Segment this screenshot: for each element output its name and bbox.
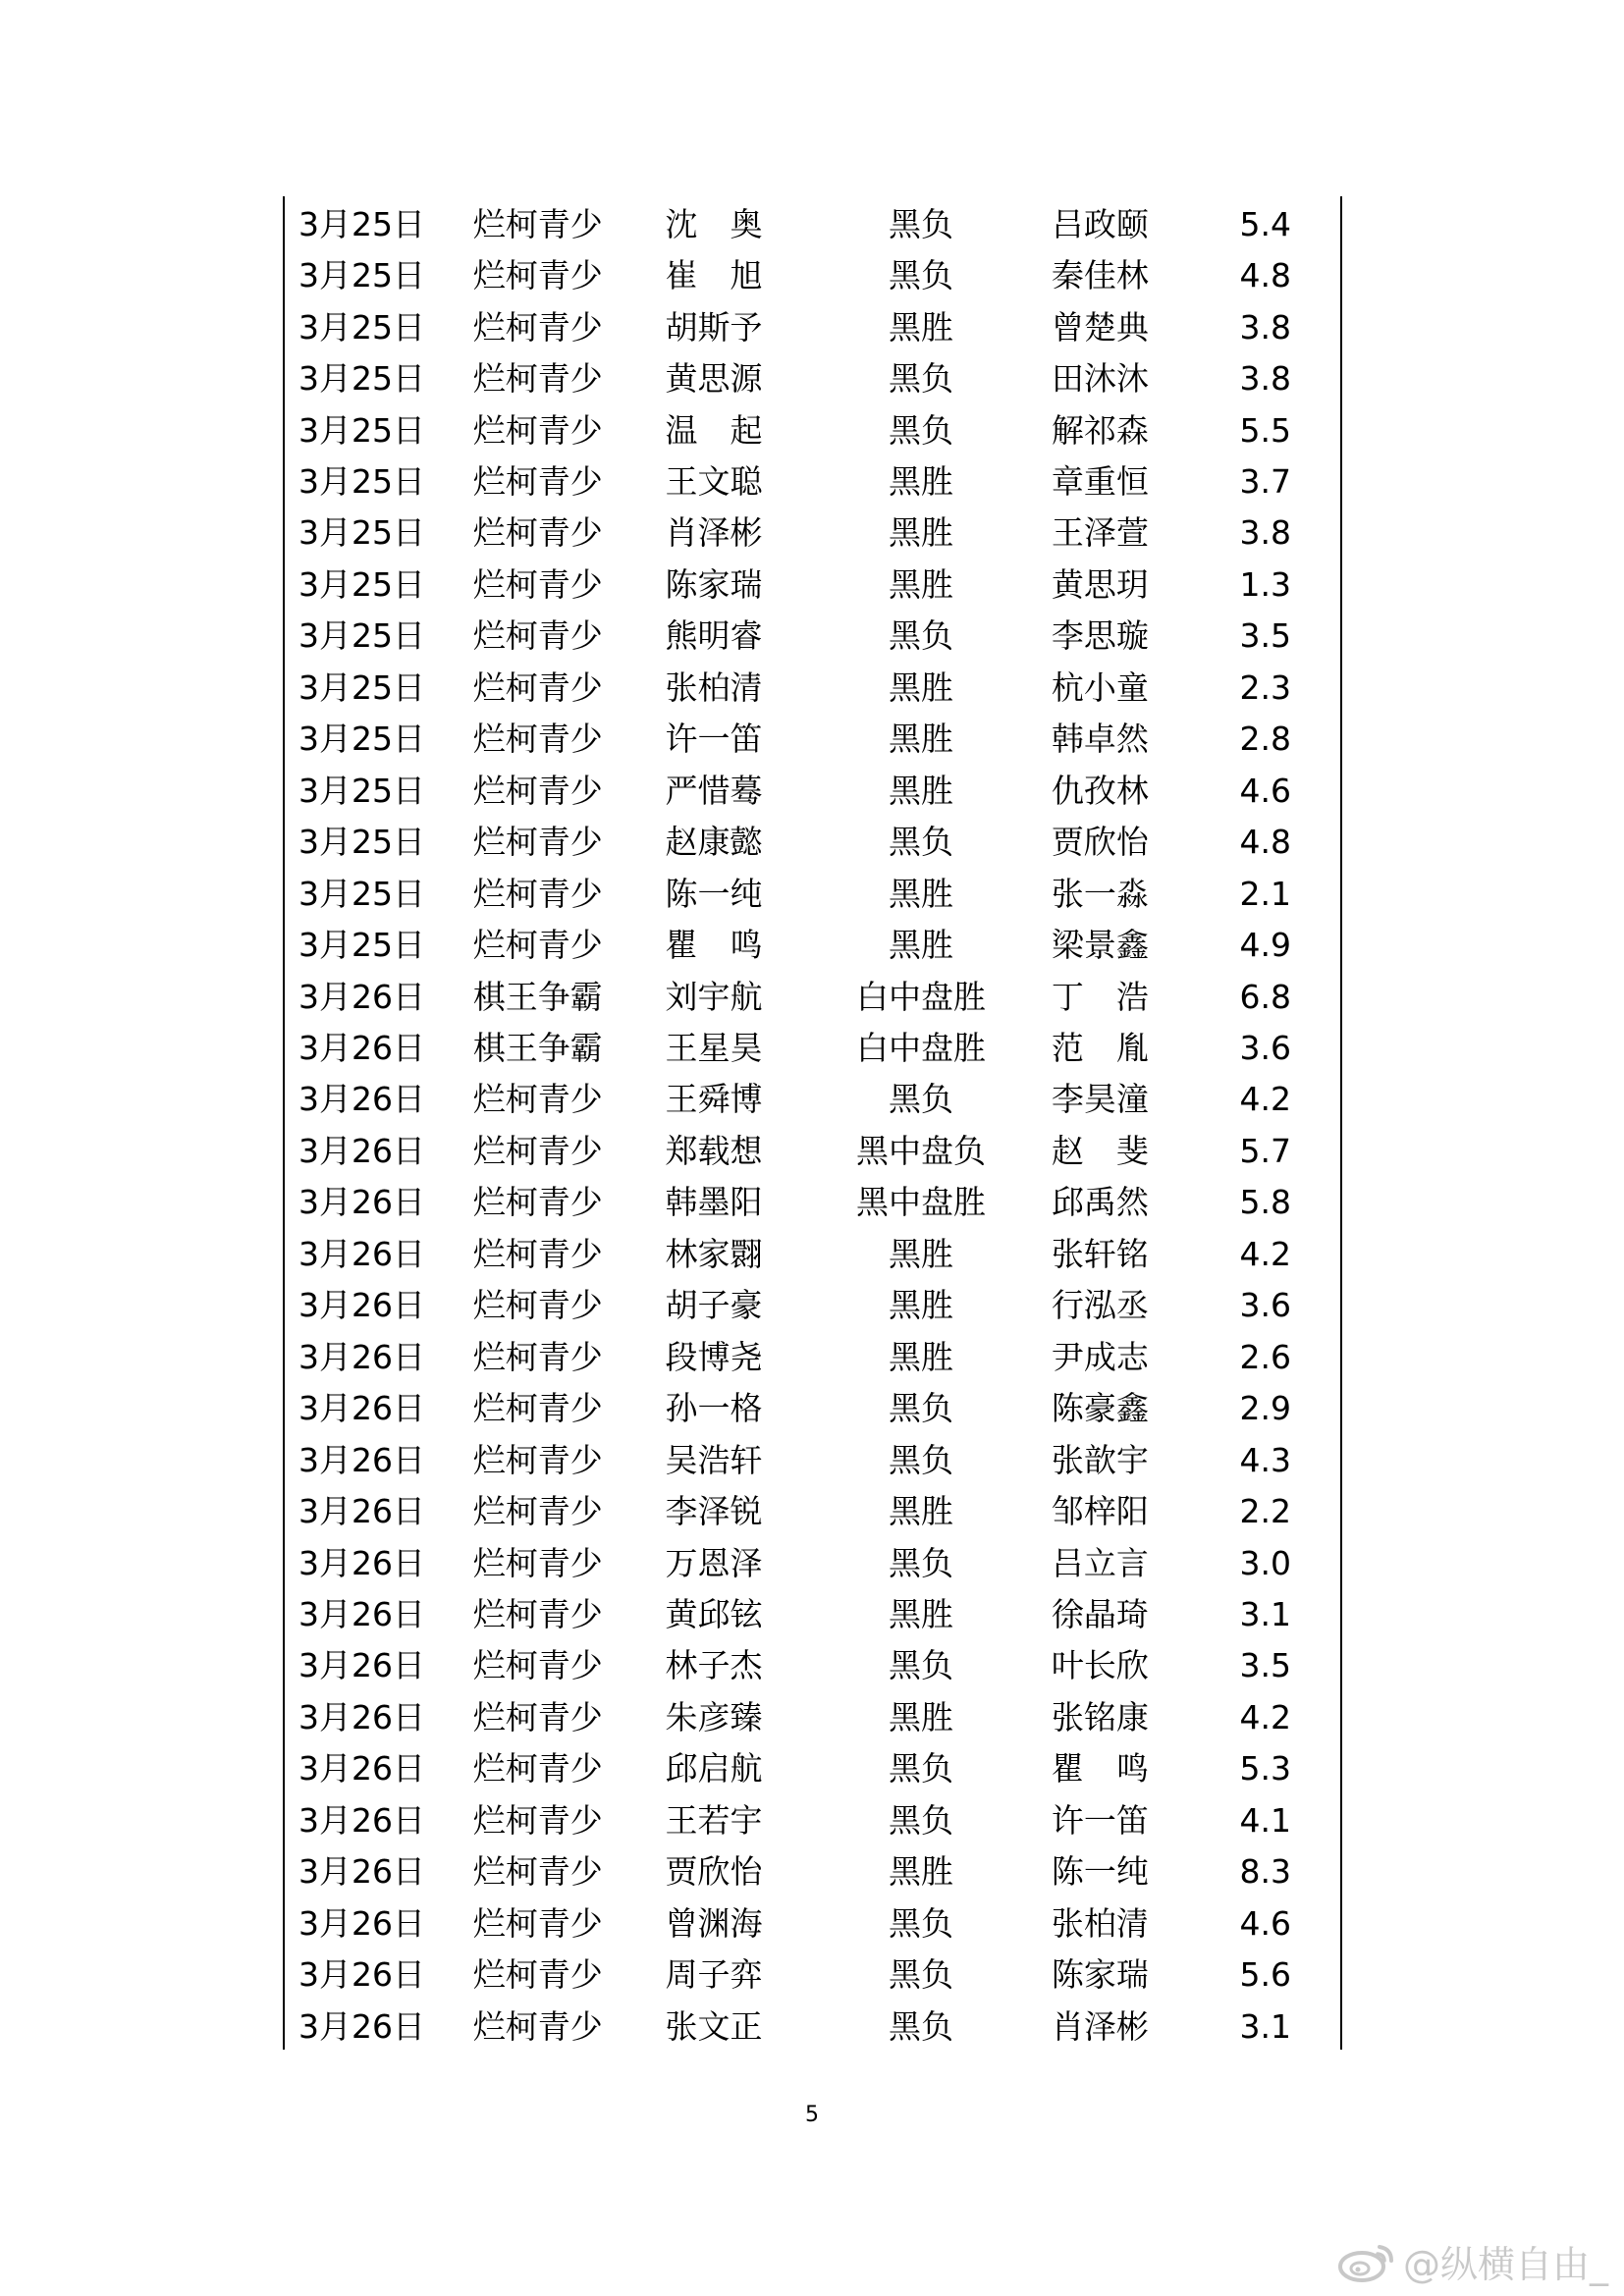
cell-white-player: 徐晶琦 bbox=[1051, 1594, 1149, 1633]
cell-event: 烂柯青少 bbox=[472, 2006, 603, 2046]
table-row bbox=[285, 1640, 1340, 1691]
weibo-icon bbox=[1336, 2239, 1397, 2284]
watermark-text: @纵横自由_ bbox=[1402, 2243, 1608, 2286]
cell-black-player: 朱彦臻 bbox=[665, 1697, 763, 1736]
cell-black-player: 赵康懿 bbox=[665, 823, 763, 862]
cell-date: 3月25日 bbox=[298, 359, 425, 399]
cell-black-player: 郑载想 bbox=[665, 1131, 763, 1170]
cell-result: 黑负 bbox=[889, 1955, 954, 1995]
cell-duration: 8.3 bbox=[1239, 1852, 1291, 1892]
cell-date: 3月25日 bbox=[298, 720, 425, 759]
cell-result: 黑负 bbox=[889, 1903, 954, 1943]
table-row bbox=[285, 765, 1340, 816]
cell-event: 烂柯青少 bbox=[472, 1234, 603, 1273]
cell-date: 3月26日 bbox=[298, 1955, 425, 1995]
cell-duration: 2.8 bbox=[1239, 720, 1291, 759]
cell-black-player: 曾渊海 bbox=[665, 1903, 763, 1943]
cell-black-player: 王文聪 bbox=[665, 461, 763, 501]
cell-white-player: 解祁森 bbox=[1051, 410, 1149, 450]
table-row bbox=[285, 559, 1340, 610]
cell-result: 黑负 bbox=[889, 1080, 954, 1119]
cell-event: 烂柯青少 bbox=[472, 823, 603, 862]
cell-black-player: 黄思源 bbox=[665, 359, 763, 399]
cell-date: 3月25日 bbox=[298, 874, 425, 913]
cell-event: 烂柯青少 bbox=[472, 307, 603, 347]
watermark bbox=[1336, 2234, 1608, 2288]
table-row bbox=[285, 404, 1340, 455]
cell-result: 黑负 bbox=[889, 2006, 954, 2046]
cell-duration: 4.6 bbox=[1239, 1903, 1291, 1943]
cell-duration: 4.2 bbox=[1239, 1697, 1291, 1736]
cell-event: 烂柯青少 bbox=[472, 720, 603, 759]
cell-result: 黑胜 bbox=[889, 513, 954, 553]
cell-white-player: 韩卓然 bbox=[1051, 720, 1149, 759]
cell-event: 烂柯青少 bbox=[472, 1080, 603, 1119]
cell-black-player: 崔 旭 bbox=[665, 256, 763, 295]
table-row bbox=[285, 1588, 1340, 1639]
cell-white-player: 贾欣怡 bbox=[1051, 823, 1149, 862]
cell-black-player: 段博尧 bbox=[665, 1337, 763, 1376]
cell-result: 黑胜 bbox=[889, 1594, 954, 1633]
table-row bbox=[285, 1485, 1340, 1536]
cell-result: 黑胜 bbox=[889, 771, 954, 810]
page-number: 5 bbox=[805, 2103, 819, 2127]
cell-result: 黑胜 bbox=[889, 1286, 954, 1325]
cell-duration: 5.8 bbox=[1239, 1183, 1291, 1222]
table-row bbox=[285, 1537, 1340, 1588]
cell-black-player: 林子杰 bbox=[665, 1646, 763, 1685]
table-row bbox=[285, 1177, 1340, 1228]
cell-duration: 5.7 bbox=[1239, 1131, 1291, 1170]
cell-duration: 4.6 bbox=[1239, 771, 1291, 810]
table-row bbox=[285, 611, 1340, 662]
cell-duration: 3.8 bbox=[1239, 359, 1291, 399]
cell-result: 黑胜 bbox=[889, 1852, 954, 1892]
cell-white-player: 秦佳林 bbox=[1051, 256, 1149, 295]
cell-date: 3月26日 bbox=[298, 977, 425, 1016]
cell-duration: 2.1 bbox=[1239, 874, 1291, 913]
cell-white-player: 李思璇 bbox=[1051, 616, 1149, 656]
cell-date: 3月26日 bbox=[298, 2006, 425, 2046]
cell-result: 黑负 bbox=[889, 204, 954, 243]
cell-event: 烂柯青少 bbox=[472, 1594, 603, 1633]
cell-white-player: 梁景鑫 bbox=[1051, 926, 1149, 965]
table-row bbox=[285, 249, 1340, 300]
cell-black-player: 张文正 bbox=[665, 2006, 763, 2046]
table-row bbox=[285, 971, 1340, 1022]
cell-black-player: 刘宇航 bbox=[665, 977, 763, 1016]
cell-duration: 2.3 bbox=[1239, 667, 1291, 707]
cell-white-player: 田沐沐 bbox=[1051, 359, 1149, 399]
cell-duration: 5.4 bbox=[1239, 204, 1291, 243]
cell-white-player: 行泓丞 bbox=[1051, 1286, 1149, 1325]
cell-date: 3月26日 bbox=[298, 1594, 425, 1633]
cell-white-player: 吕政颐 bbox=[1051, 204, 1149, 243]
cell-black-player: 李泽锐 bbox=[665, 1492, 763, 1531]
cell-white-player: 叶长欣 bbox=[1051, 1646, 1149, 1685]
cell-event: 烂柯青少 bbox=[472, 1749, 603, 1789]
table-row bbox=[285, 507, 1340, 559]
table-row bbox=[285, 1125, 1340, 1176]
cell-duration: 6.8 bbox=[1239, 977, 1291, 1016]
cell-duration: 4.2 bbox=[1239, 1080, 1291, 1119]
table-row bbox=[285, 2001, 1340, 2052]
cell-black-player: 王星昊 bbox=[665, 1028, 763, 1067]
cell-result: 黑胜 bbox=[889, 1234, 954, 1273]
cell-result: 黑中盘负 bbox=[856, 1131, 987, 1170]
cell-event: 烂柯青少 bbox=[472, 564, 603, 604]
table-row bbox=[285, 919, 1340, 970]
cell-result: 黑负 bbox=[889, 1646, 954, 1685]
cell-duration: 4.2 bbox=[1239, 1234, 1291, 1273]
cell-black-player: 韩墨阳 bbox=[665, 1183, 763, 1222]
table-row bbox=[285, 714, 1340, 765]
cell-date: 3月25日 bbox=[298, 823, 425, 862]
cell-black-player: 王舜博 bbox=[665, 1080, 763, 1119]
cell-result: 黑胜 bbox=[889, 874, 954, 913]
cell-event: 烂柯青少 bbox=[472, 1646, 603, 1685]
cell-white-player: 王泽萱 bbox=[1051, 513, 1149, 553]
cell-event: 烂柯青少 bbox=[472, 256, 603, 295]
cell-black-player: 张柏清 bbox=[665, 667, 763, 707]
cell-duration: 3.6 bbox=[1239, 1028, 1291, 1067]
cell-result: 黑胜 bbox=[889, 1492, 954, 1531]
cell-white-player: 陈家瑞 bbox=[1051, 1955, 1149, 1995]
cell-event: 烂柯青少 bbox=[472, 1697, 603, 1736]
cell-white-player: 尹成志 bbox=[1051, 1337, 1149, 1376]
cell-date: 3月25日 bbox=[298, 513, 425, 553]
cell-black-player: 黄邱铉 bbox=[665, 1594, 763, 1633]
cell-result: 白中盘胜 bbox=[856, 977, 987, 1016]
table-row bbox=[285, 1743, 1340, 1794]
table-row bbox=[285, 1434, 1340, 1485]
cell-duration: 3.8 bbox=[1239, 513, 1291, 553]
cell-event: 烂柯青少 bbox=[472, 359, 603, 399]
table-row bbox=[285, 1228, 1340, 1279]
cell-duration: 2.2 bbox=[1239, 1492, 1291, 1531]
cell-white-player: 章重恒 bbox=[1051, 461, 1149, 501]
cell-result: 黑负 bbox=[889, 616, 954, 656]
cell-black-player: 严惜蓦 bbox=[665, 771, 763, 810]
cell-duration: 5.5 bbox=[1239, 410, 1291, 450]
cell-white-player: 曾楚典 bbox=[1051, 307, 1149, 347]
cell-result: 黑胜 bbox=[889, 564, 954, 604]
cell-result: 黑胜 bbox=[889, 461, 954, 501]
cell-duration: 3.5 bbox=[1239, 1646, 1291, 1685]
cell-date: 3月26日 bbox=[298, 1183, 425, 1222]
cell-event: 烂柯青少 bbox=[472, 1800, 603, 1840]
cell-result: 黑负 bbox=[889, 1543, 954, 1582]
cell-duration: 5.6 bbox=[1239, 1955, 1291, 1995]
cell-duration: 5.3 bbox=[1239, 1749, 1291, 1789]
cell-date: 3月26日 bbox=[298, 1852, 425, 1892]
cell-result: 白中盘胜 bbox=[856, 1028, 987, 1067]
cell-white-player: 陈一纯 bbox=[1051, 1852, 1149, 1892]
cell-black-player: 沈 奥 bbox=[665, 204, 763, 243]
cell-date: 3月25日 bbox=[298, 307, 425, 347]
cell-event: 烂柯青少 bbox=[472, 410, 603, 450]
cell-white-player: 瞿 鸣 bbox=[1051, 1749, 1149, 1789]
cell-event: 烂柯青少 bbox=[472, 1440, 603, 1479]
table-row bbox=[285, 198, 1340, 249]
table-row bbox=[285, 1022, 1340, 1073]
cell-result: 黑胜 bbox=[889, 1697, 954, 1736]
cell-date: 3月26日 bbox=[298, 1543, 425, 1582]
cell-result: 黑负 bbox=[889, 1440, 954, 1479]
table-row bbox=[285, 1280, 1340, 1331]
cell-duration: 4.3 bbox=[1239, 1440, 1291, 1479]
table-row bbox=[285, 352, 1340, 403]
cell-white-player: 黄思玥 bbox=[1051, 564, 1149, 604]
cell-white-player: 杭小童 bbox=[1051, 667, 1149, 707]
cell-event: 烂柯青少 bbox=[472, 926, 603, 965]
cell-date: 3月25日 bbox=[298, 204, 425, 243]
cell-black-player: 温 起 bbox=[665, 410, 763, 450]
cell-event: 烂柯青少 bbox=[472, 1286, 603, 1325]
cell-event: 烂柯青少 bbox=[472, 1492, 603, 1531]
cell-date: 3月26日 bbox=[298, 1234, 425, 1273]
cell-black-player: 陈家瑞 bbox=[665, 564, 763, 604]
cell-white-player: 仇孜林 bbox=[1051, 771, 1149, 810]
cell-duration: 3.8 bbox=[1239, 307, 1291, 347]
cell-white-player: 张一淼 bbox=[1051, 874, 1149, 913]
cell-date: 3月25日 bbox=[298, 616, 425, 656]
cell-black-player: 陈一纯 bbox=[665, 874, 763, 913]
cell-date: 3月26日 bbox=[298, 1028, 425, 1067]
cell-black-player: 肖泽彬 bbox=[665, 513, 763, 553]
table-row bbox=[285, 301, 1340, 352]
cell-event: 烂柯青少 bbox=[472, 513, 603, 553]
cell-result: 黑胜 bbox=[889, 667, 954, 707]
cell-black-player: 邱启航 bbox=[665, 1749, 763, 1789]
results-body bbox=[285, 198, 1340, 2052]
cell-result: 黑胜 bbox=[889, 926, 954, 965]
table-row bbox=[285, 1382, 1340, 1433]
table-row bbox=[285, 1074, 1340, 1125]
cell-result: 黑负 bbox=[889, 359, 954, 399]
cell-date: 3月26日 bbox=[298, 1440, 425, 1479]
cell-black-player: 万恩泽 bbox=[665, 1543, 763, 1582]
results-table bbox=[285, 198, 1340, 2052]
cell-white-player: 吕立言 bbox=[1051, 1543, 1149, 1582]
cell-white-player: 李昊潼 bbox=[1051, 1080, 1149, 1119]
cell-result: 黑中盘胜 bbox=[856, 1183, 987, 1222]
cell-event: 烂柯青少 bbox=[472, 204, 603, 243]
cell-event: 棋王争霸 bbox=[472, 977, 603, 1016]
cell-date: 3月26日 bbox=[298, 1389, 425, 1428]
cell-date: 3月26日 bbox=[298, 1131, 425, 1170]
cell-white-player: 肖泽彬 bbox=[1051, 2006, 1149, 2046]
cell-black-player: 瞿 鸣 bbox=[665, 926, 763, 965]
cell-white-player: 邱禹然 bbox=[1051, 1183, 1149, 1222]
table-row bbox=[285, 1897, 1340, 1949]
cell-event: 棋王争霸 bbox=[472, 1028, 603, 1067]
cell-black-player: 胡子豪 bbox=[665, 1286, 763, 1325]
cell-black-player: 许一笛 bbox=[665, 720, 763, 759]
cell-event: 烂柯青少 bbox=[472, 1389, 603, 1428]
cell-white-player: 邹梓阳 bbox=[1051, 1492, 1149, 1531]
cell-event: 烂柯青少 bbox=[472, 1852, 603, 1892]
cell-date: 3月26日 bbox=[298, 1646, 425, 1685]
cell-result: 黑胜 bbox=[889, 307, 954, 347]
table-row bbox=[285, 816, 1340, 867]
table-row bbox=[285, 1794, 1340, 1845]
table-row bbox=[285, 1691, 1340, 1742]
cell-result: 黑负 bbox=[889, 1800, 954, 1840]
cell-black-player: 熊明睿 bbox=[665, 616, 763, 656]
cell-black-player: 林家翾 bbox=[665, 1234, 763, 1273]
cell-event: 烂柯青少 bbox=[472, 461, 603, 501]
table-row bbox=[285, 662, 1340, 713]
cell-date: 3月25日 bbox=[298, 256, 425, 295]
cell-black-player: 吴浩轩 bbox=[665, 1440, 763, 1479]
cell-white-player: 陈豪鑫 bbox=[1051, 1389, 1149, 1428]
cell-date: 3月25日 bbox=[298, 667, 425, 707]
cell-date: 3月26日 bbox=[298, 1080, 425, 1119]
cell-black-player: 周子弈 bbox=[665, 1955, 763, 1995]
table-row bbox=[285, 455, 1340, 507]
cell-event: 烂柯青少 bbox=[472, 1337, 603, 1376]
cell-date: 3月26日 bbox=[298, 1800, 425, 1840]
cell-result: 黑胜 bbox=[889, 720, 954, 759]
cell-duration: 3.7 bbox=[1239, 461, 1291, 501]
cell-date: 3月25日 bbox=[298, 461, 425, 501]
cell-duration: 3.1 bbox=[1239, 2006, 1291, 2046]
cell-black-player: 胡斯予 bbox=[665, 307, 763, 347]
cell-result: 黑负 bbox=[889, 823, 954, 862]
cell-event: 烂柯青少 bbox=[472, 1903, 603, 1943]
cell-result: 黑负 bbox=[889, 256, 954, 295]
cell-event: 烂柯青少 bbox=[472, 1183, 603, 1222]
cell-black-player: 孙一格 bbox=[665, 1389, 763, 1428]
cell-result: 黑胜 bbox=[889, 1337, 954, 1376]
table-row bbox=[285, 868, 1340, 919]
cell-event: 烂柯青少 bbox=[472, 1131, 603, 1170]
cell-event: 烂柯青少 bbox=[472, 1543, 603, 1582]
cell-duration: 2.6 bbox=[1239, 1337, 1291, 1376]
cell-white-player: 张铭康 bbox=[1051, 1697, 1149, 1736]
cell-duration: 3.6 bbox=[1239, 1286, 1291, 1325]
table-row bbox=[285, 1331, 1340, 1382]
cell-event: 烂柯青少 bbox=[472, 616, 603, 656]
cell-date: 3月26日 bbox=[298, 1492, 425, 1531]
table-row bbox=[285, 1949, 1340, 2000]
cell-white-player: 张歆宇 bbox=[1051, 1440, 1149, 1479]
cell-event: 烂柯青少 bbox=[472, 874, 603, 913]
table-row bbox=[285, 1846, 1340, 1897]
cell-white-player: 张柏清 bbox=[1051, 1903, 1149, 1943]
cell-duration: 3.1 bbox=[1239, 1594, 1291, 1633]
cell-date: 3月26日 bbox=[298, 1749, 425, 1789]
cell-result: 黑负 bbox=[889, 1389, 954, 1428]
cell-duration: 1.3 bbox=[1239, 564, 1291, 604]
cell-result: 黑负 bbox=[889, 410, 954, 450]
cell-event: 烂柯青少 bbox=[472, 667, 603, 707]
cell-duration: 4.8 bbox=[1239, 823, 1291, 862]
cell-black-player: 贾欣怡 bbox=[665, 1852, 763, 1892]
cell-white-player: 赵 斐 bbox=[1051, 1131, 1149, 1170]
cell-event: 烂柯青少 bbox=[472, 1955, 603, 1995]
cell-duration: 4.8 bbox=[1239, 256, 1291, 295]
cell-date: 3月26日 bbox=[298, 1903, 425, 1943]
cell-result: 黑负 bbox=[889, 1749, 954, 1789]
cell-duration: 3.5 bbox=[1239, 616, 1291, 656]
cell-white-player: 张轩铭 bbox=[1051, 1234, 1149, 1273]
cell-duration: 4.1 bbox=[1239, 1800, 1291, 1840]
cell-date: 3月25日 bbox=[298, 771, 425, 810]
cell-date: 3月25日 bbox=[298, 926, 425, 965]
cell-duration: 3.0 bbox=[1239, 1543, 1291, 1582]
cell-duration: 4.9 bbox=[1239, 926, 1291, 965]
cell-white-player: 范 胤 bbox=[1051, 1028, 1149, 1067]
cell-white-player: 丁 浩 bbox=[1051, 977, 1149, 1016]
cell-date: 3月25日 bbox=[298, 564, 425, 604]
cell-date: 3月26日 bbox=[298, 1286, 425, 1325]
cell-date: 3月26日 bbox=[298, 1697, 425, 1736]
cell-duration: 2.9 bbox=[1239, 1389, 1291, 1428]
cell-white-player: 许一笛 bbox=[1051, 1800, 1149, 1840]
cell-date: 3月26日 bbox=[298, 1337, 425, 1376]
cell-date: 3月25日 bbox=[298, 410, 425, 450]
cell-black-player: 王若宇 bbox=[665, 1800, 763, 1840]
cell-event: 烂柯青少 bbox=[472, 771, 603, 810]
